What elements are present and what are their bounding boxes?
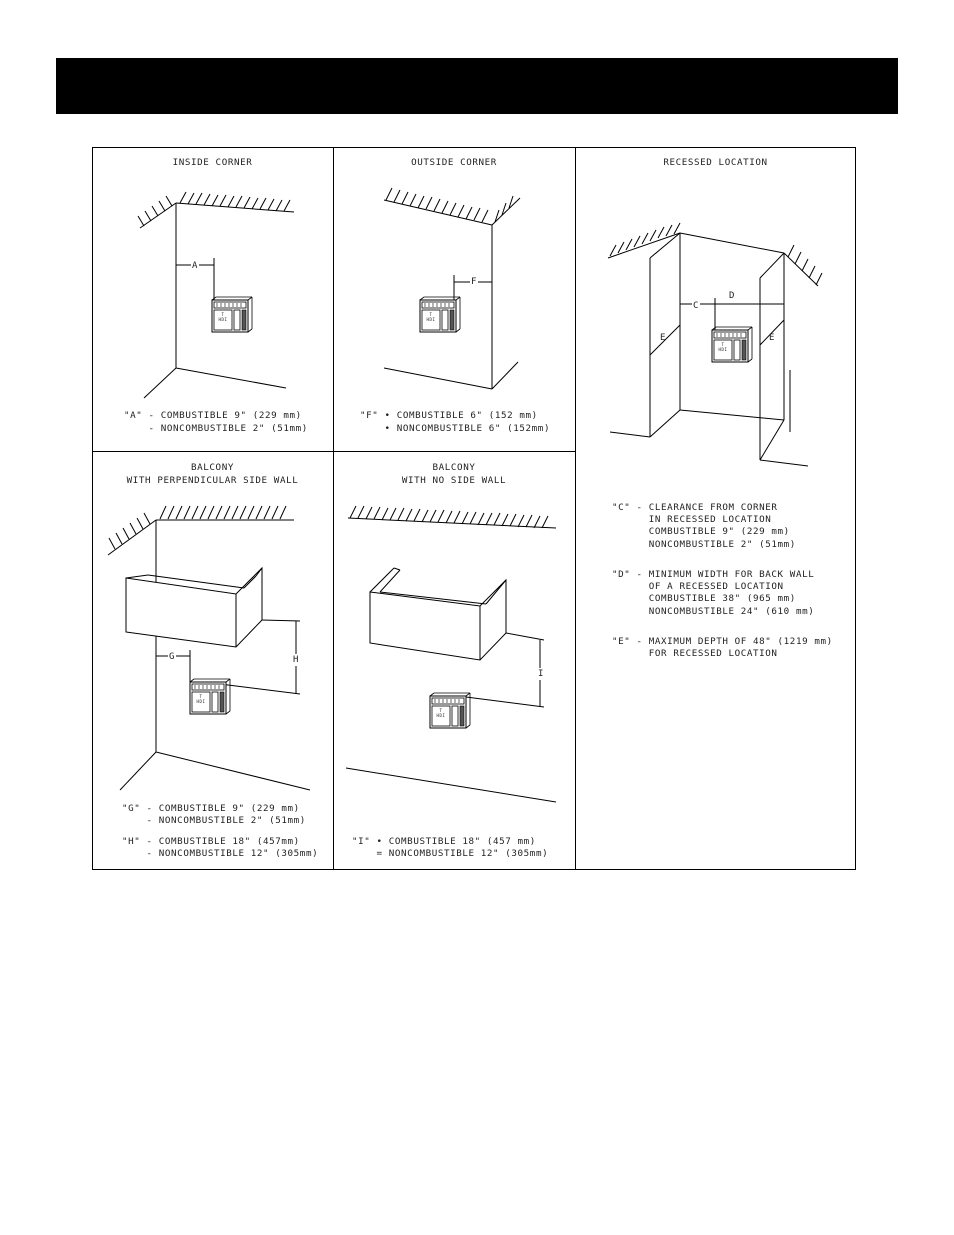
heater-label-2: T HDI [426, 312, 436, 322]
balcony-side-title-2: WITH PERPENDICULAR SIDE WALL [126, 475, 299, 486]
outside-corner-title: OUTSIDE CORNER [411, 157, 497, 168]
dim-label-e-left: E [660, 333, 667, 343]
dim-label-i: I [538, 669, 545, 679]
recessed-title: RECESSED LOCATION [663, 157, 768, 168]
recessed-note-e: "E" - MAXIMUM DEPTH OF 48" (1219 mm) FOR RECESSED LOCATION [612, 636, 833, 660]
balcony-no-side-note-i: "I" • COMBUSTIBLE 18" (457 mm) = NONCOMBUSTIBLE 12" (305mm) [352, 836, 549, 860]
dim-label-h: H [293, 655, 300, 665]
recessed-note-c: "C" - CLEARANCE FROM CORNER IN RECESSED LOCATION COMBUSTIBLE 9" (229 mm) NONCOMBUSTIBLE 2" (51mm) [612, 502, 796, 550]
balcony-no-side-title-1: BALCONY [432, 462, 476, 473]
heater-label-1: T HDI [218, 312, 228, 322]
dim-label-g: G [169, 652, 176, 662]
inside-corner-note-2: - NONCOMBUSTIBLE 2" (51mm) [124, 423, 308, 434]
heater-label-5: T HDI [436, 708, 446, 718]
heater-label-4: T HDI [196, 694, 206, 704]
recessed-note-d: "D" - MINIMUM WIDTH FOR BACK WALL OF A RECESSED LOCATION COMBUSTIBLE 38" (965 mm) NONCOMBUSTIBLE 24" (610 mm) [612, 569, 815, 617]
heater-label-3: T HDI [718, 342, 728, 352]
dim-label-e-right: E [769, 333, 776, 343]
dim-label-a: A [192, 261, 199, 271]
balcony-side-drawing [108, 506, 310, 790]
inside-corner-drawing [138, 192, 294, 398]
balcony-side-title-1: BALCONY [191, 462, 234, 473]
balcony-no-side-title-2: WITH NO SIDE WALL [401, 475, 507, 486]
inside-corner-note-1: "A" - COMBUSTIBLE 9" (229 mm) [124, 410, 302, 421]
outside-corner-note-1: "F" • COMBUSTIBLE 6" (152 mm) [360, 410, 538, 421]
balcony-side-note-h: "H" - COMBUSTIBLE 18" (457mm) - NONCOMBUSTIBLE 12" (305mm) [122, 836, 319, 860]
outside-corner-note-2: • NONCOMBUSTIBLE 6" (152mm) [360, 423, 551, 434]
outside-corner-drawing [384, 188, 520, 389]
dim-label-d: D [729, 291, 736, 301]
balcony-no-side-drawing [346, 506, 556, 802]
dim-label-c: C [693, 301, 700, 311]
balcony-side-note-g: "G" - COMBUSTIBLE 9" (229 mm) - NONCOMBUSTIBLE 2" (51mm) [122, 803, 306, 827]
inside-corner-title: INSIDE CORNER [172, 157, 253, 168]
dim-label-f: F [471, 277, 478, 287]
